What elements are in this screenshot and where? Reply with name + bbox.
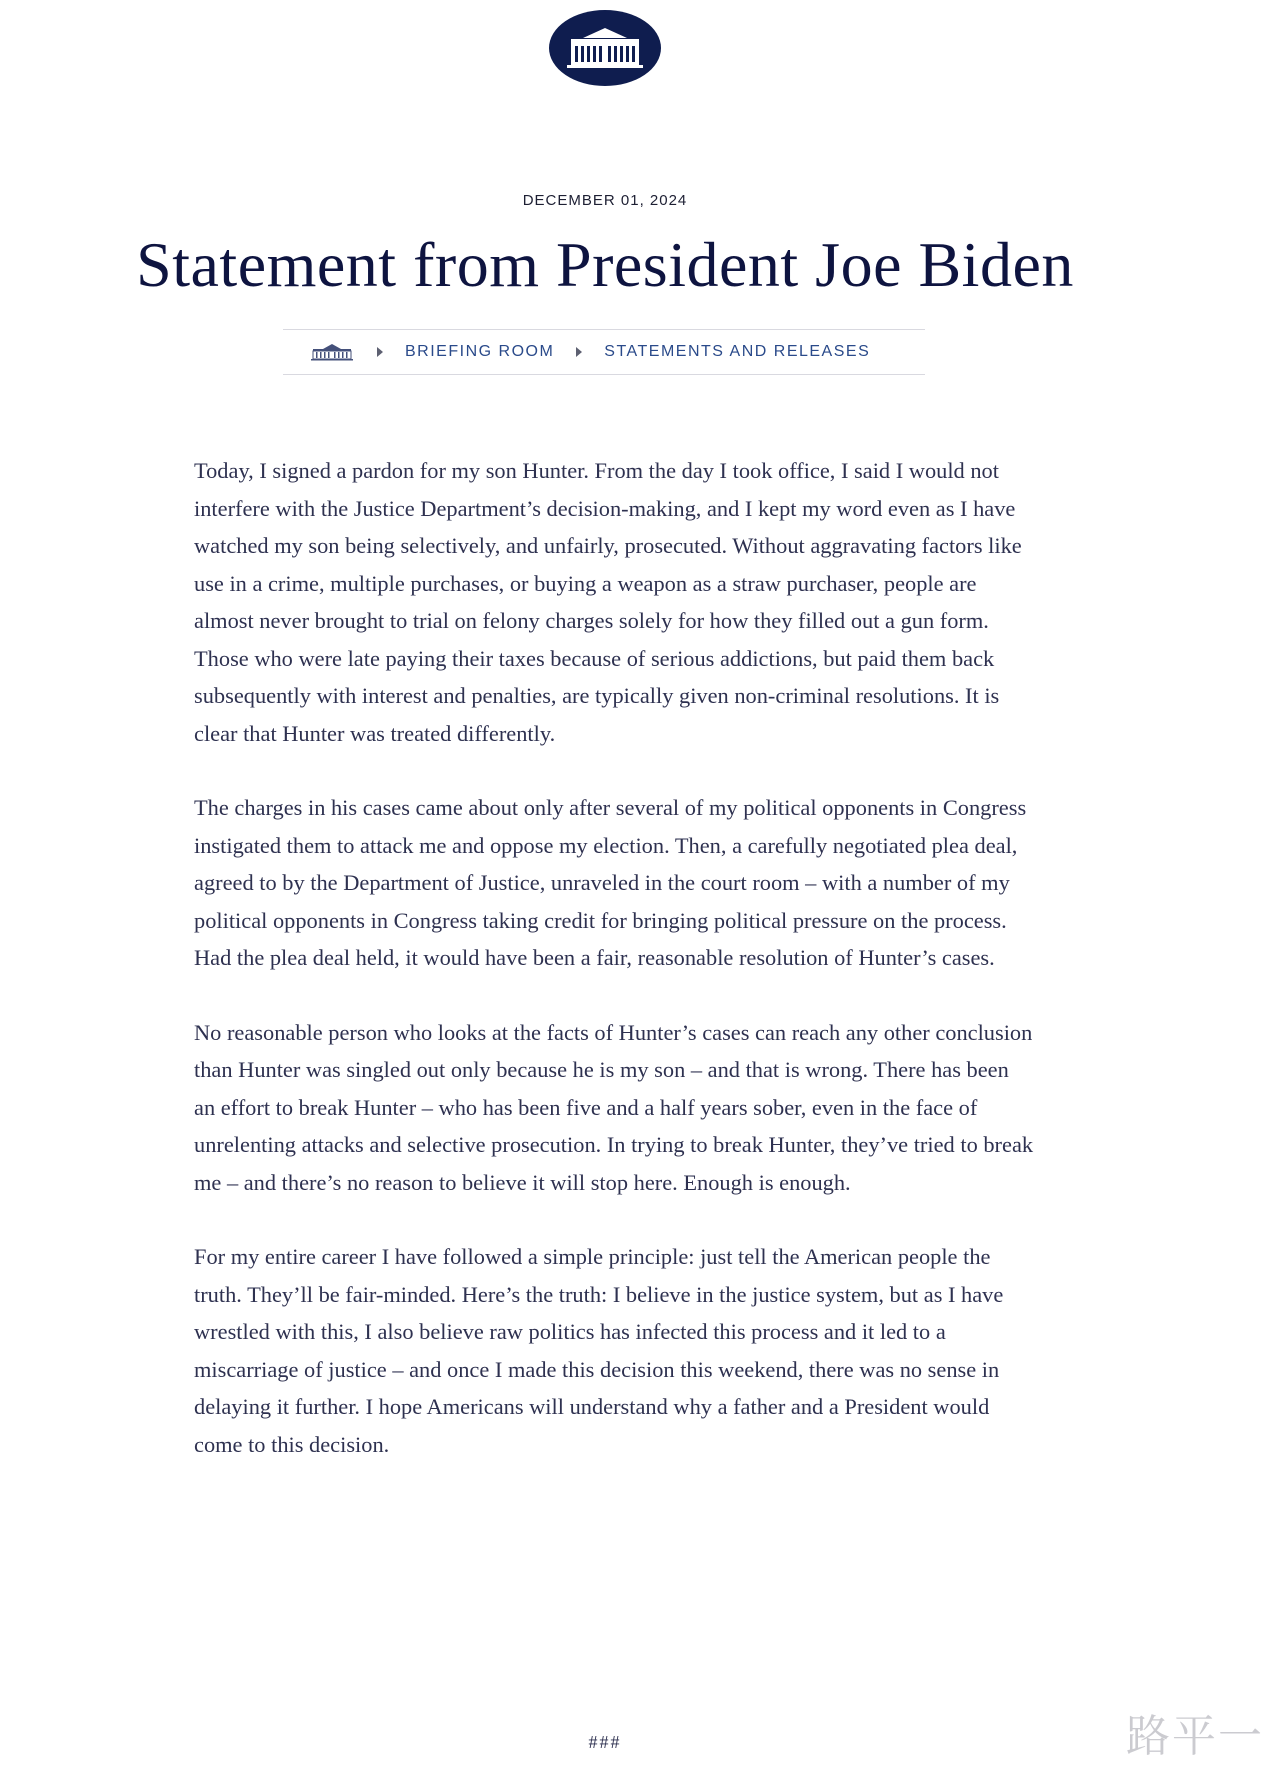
white-house-icon [309,343,355,361]
page-title: Statement from President Joe Biden [136,229,1074,300]
breadcrumb-briefing-room[interactable]: BRIEFING ROOM [405,343,555,360]
breadcrumb-statements-and-releases[interactable]: STATEMENTS AND RELEASES [604,343,871,360]
article-date: DECEMBER 01, 2024 [522,192,688,209]
article-paragraph: No reasonable person who looks at the facts of Hunter’s cases can reach any other conclusion than Hunter was singled out only because he is my son – and that is wrong. There has been an effort to break Hunter – who has been five and a half years sober, even in the face of unrelenting attacks and selective prosecution. In trying to break Hunter, they’ve tried to break me – and there’s no reason to believe it will stop here. Enough is enough. [194,1019,1034,1195]
article-body [194,452,1034,1500]
chevron-right-icon [576,347,582,357]
breadcrumb-home[interactable] [309,343,355,361]
article-paragraph: The charges in his cases came about only after several of my political opponents in Congress instigated them to attack me and oppose my election. Then, a carefully negotiated plea deal, agreed to by the Department of Justice, unraveled in the court room – with a number of my political opponents in Congress taking credit for bringing political pressure on the process. Had the plea deal held, it would have been a fair, reasonable resolution of Hunter’s cases. [194,795,1027,970]
white-house-logo[interactable] [549,10,661,86]
article-paragraph: For my entire career I have followed a simple principle: just tell the American people the truth. They’ll be fair-minded. Here’s the truth: I believe in the justice system, but as I have wrestled with this, I also believe raw politics has infected this process and it led to a miscarriage of justice – and once I made this decision this weekend, there was no sense in delaying it further. I hope Americans will understand why a father and a President would come to this decision. [194,1244,1004,1457]
white-house-seal-icon [549,10,661,86]
watermark: 路平一 [1126,1711,1264,1762]
end-mark: ### [588,1732,622,1752]
chevron-right-icon [377,347,383,357]
article-paragraph: Today, I signed a pardon for my son Hunter. From the day I took office, I said I would not interfere with the Justice Department’s decision-making, and I kept my word even as I have watched my son being selectively, and unfairly, prosecuted. Without aggravating factors like use in a crime, multiple purchases, or buying a weapon as a straw purchaser, people are almost never brought to trial on felony charges solely for how they filled out a gun form. Those who were late paying their taxes because of serious addictions, but paid them back subsequently with interest and penalties, are typically given non-criminal resolutions. It is clear that Hunter was treated differently. [194,458,1022,746]
breadcrumb [283,329,925,375]
